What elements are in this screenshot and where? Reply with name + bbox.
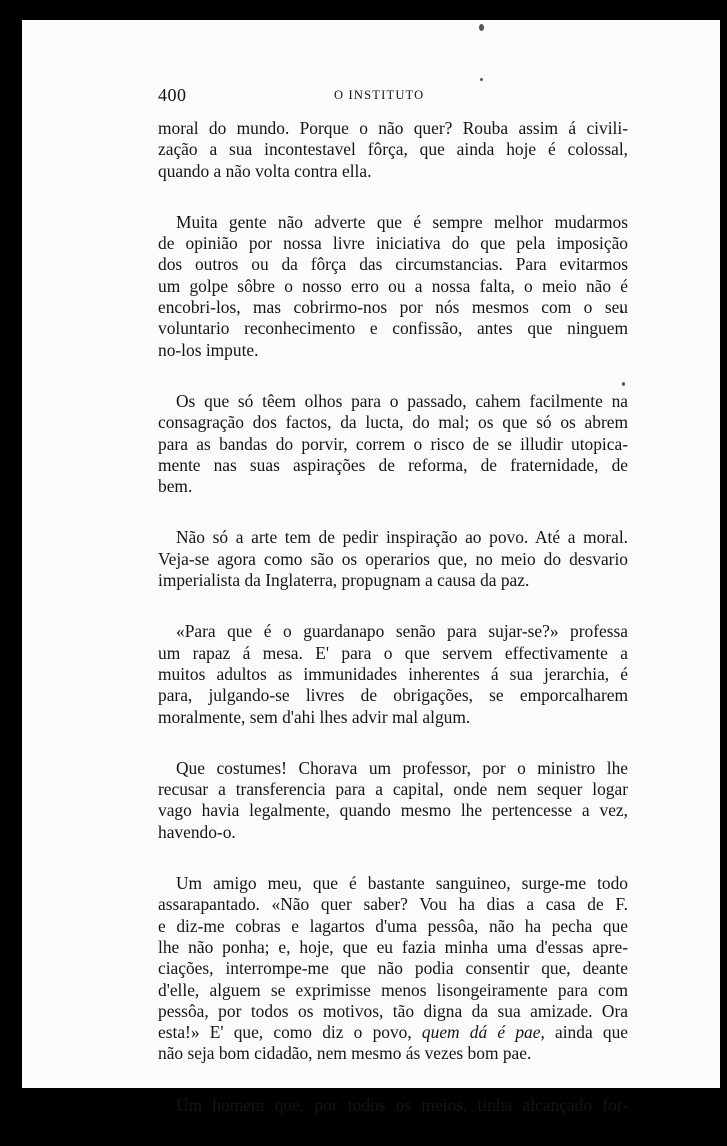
text-line: para, julgando-se livres de obrigações, se emporcalharem xyxy=(158,685,628,706)
paragraph-8 xyxy=(158,1095,628,1116)
text-line: Veja-se agora como são os operarios que, no meio do desvario xyxy=(158,548,628,569)
text-line: bem. xyxy=(158,476,193,497)
paragraph-6 xyxy=(158,758,628,843)
paragraph-1 xyxy=(158,118,628,182)
text-line: imperialista da Inglaterra, propugnam a causa da paz. xyxy=(158,570,530,591)
text-line: e diz-me cobras e lagartos d'uma pessôa, não ha pecha que xyxy=(158,915,628,936)
italic-proverb: quem dá é pae, xyxy=(421,1022,545,1043)
paragraph-5 xyxy=(158,621,628,727)
text-line: pessôa, por todos os motivos, tão digna da sua amizade. Ora xyxy=(158,1000,628,1021)
text-line: Um amigo meu, que é bastante sanguineo, surge-me todo xyxy=(176,873,628,894)
text-line: quando a não volta contra ella. xyxy=(158,160,372,181)
text-run: ainda que xyxy=(544,1022,628,1043)
text-line: mente nas suas aspirações de reforma, de fraternidade, de xyxy=(158,454,628,475)
text-line: encobri-los, mas cobrirmo-nos por nós mesmos com o seu xyxy=(158,297,628,318)
text-line-with-quote xyxy=(158,1022,628,1043)
print-speck xyxy=(479,24,484,31)
page-number: 400 xyxy=(158,85,187,105)
text-line: Que costumes! Chorava um professor, por o ministro lhe xyxy=(176,757,628,778)
text-run: esta!» E' que, como diz o povo, xyxy=(158,1022,422,1043)
text-line: moralmente, sem d'ahi lhes advir mal algum. xyxy=(158,706,471,727)
text-line: voluntario reconhecimento e confissão, antes que ninguem xyxy=(158,318,628,339)
text-line: um golpe sôbre o nosso erro ou a nossa falta, o meio não é xyxy=(158,275,628,296)
paragraph-2 xyxy=(158,212,628,361)
text-line: Muita gente não adverte que é sempre melhor mudarmos xyxy=(176,211,628,232)
text-line: para as bandas do porvir, correm o risco de se illudir utopica- xyxy=(158,433,628,454)
text-line: no-los impute. xyxy=(158,339,259,360)
text-line: um rapaz á mesa. E' para o que servem effectivamente a xyxy=(158,642,628,663)
text-line: dos outros ou da fôrça das circumstancias. Para evitarmos xyxy=(158,254,628,275)
text-line: consagração dos factos, da lucta, do mal; os que só os abrem xyxy=(158,412,628,433)
paragraph-7 xyxy=(158,873,628,1065)
paragraph-4 xyxy=(158,527,628,591)
text-line: havendo-o. xyxy=(158,821,236,842)
text-line: zação a sua incontestavel fôrça, que ainda hoje é colossal, xyxy=(158,139,628,160)
running-title: O INSTITUTO xyxy=(334,88,425,102)
text-line: «Para que é o guardanapo senão para sujar-se?» professa xyxy=(176,621,628,642)
text-line: d'elle, alguem se exprimisse menos lisongeiramente para com xyxy=(158,979,628,1000)
text-line: ciações, interrompe-me que não podia consentir que, deante xyxy=(158,958,628,979)
print-speck xyxy=(480,78,483,81)
book-page xyxy=(22,20,720,1115)
text-line: não seja bom cidadão, nem mesmo ás vezes bom pae. xyxy=(158,1043,532,1064)
text-line: Um homem que, por todos os meios, tinha alcançado for- xyxy=(176,1094,628,1115)
text-line: recusar a transferencia para a capital, onde nem sequer logar xyxy=(158,779,628,800)
text-line: de opinião por nossa livre iniciativa do que pela imposição xyxy=(158,233,628,254)
text-line: assarapantado. «Não quer saber? Vou ha dias a casa de F. xyxy=(158,894,628,915)
text-line: Os que só têem olhos para o passado, cahem facilmente na xyxy=(176,390,628,411)
text-line: muitos adultos as immunidades inherentes á sua jerarchia, é xyxy=(158,663,628,684)
paragraph-3 xyxy=(158,391,628,497)
body-text xyxy=(158,118,628,1146)
text-line: vago havia legalmente, quando mesmo lhe pertencesse a vez, xyxy=(158,800,628,821)
text-line: Não só a arte tem de pedir inspiração ao povo. Até a moral. xyxy=(176,527,628,548)
text-line: lhe não ponha; e, hoje, que eu fazia minha uma d'essas apre- xyxy=(158,936,628,957)
page-header xyxy=(158,85,644,109)
text-line: moral do mundo. Porque o não quer? Rouba assim á civili- xyxy=(158,118,628,138)
